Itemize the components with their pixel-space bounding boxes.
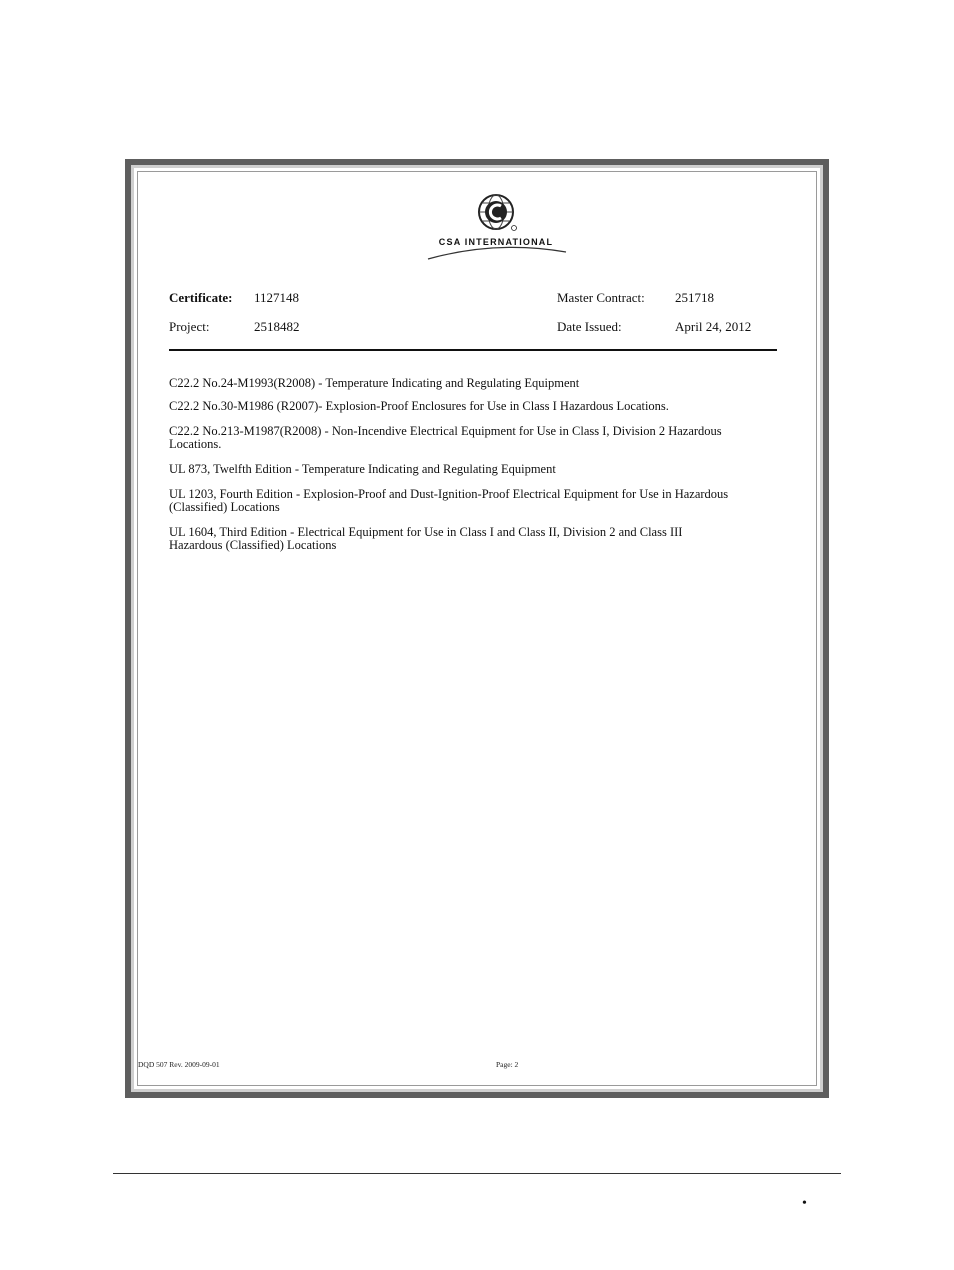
standard-line: UL 873, Twelfth Edition - Temperature Indicating and Regulating Equipment (169, 462, 556, 476)
standard-item (169, 463, 769, 476)
date-issued-label: Date Issued: (557, 319, 622, 334)
standard-line: Locations. (169, 437, 222, 451)
certificate-page (131, 165, 823, 1092)
standard-item (169, 488, 769, 514)
certificate-label: Certificate: (169, 290, 233, 305)
standard-line: C22.2 No.213-M1987(R2008) - Non-Incendive Electrical Equipment for Use in Class I, Division 2 Hazardous (169, 424, 722, 438)
standard-item (169, 425, 769, 451)
project-label: Project: (169, 319, 210, 334)
master-contract-value: 251718 (675, 290, 714, 305)
form-reference: DQD 507 Rev. 2009-09-01 (138, 1060, 220, 1069)
csa-logo-text: CSA INTERNATIONAL (438, 237, 554, 247)
standard-line: (Classified) Locations (169, 500, 280, 514)
project-value: 2518482 (254, 319, 300, 334)
page-bullet: • (802, 1196, 807, 1211)
standard-item (169, 377, 769, 390)
standard-item (169, 400, 769, 413)
csa-globe-icon (416, 190, 576, 260)
certificate-value: 1127148 (254, 290, 300, 305)
standard-line: UL 1203, Fourth Edition - Explosion-Proof and Dust-Ignition-Proof Electrical Equipment for Use in Hazardous (169, 487, 729, 501)
standard-line: C22.2 No.24-M1993(R2008) - Temperature Indicating and Regulating Equipment (169, 376, 580, 390)
standard-line: C22.2 No.30-M1986 (R2007)- Explosion-Proof Enclosures for Use in Class I Hazardous Locations. (169, 399, 669, 413)
standard-line: UL 1604, Third Edition - Electrical Equipment for Use in Class I and Class II, Division 2 and Class III (169, 525, 683, 539)
csa-logo (416, 190, 576, 260)
page-footer-rule (113, 1173, 841, 1174)
standard-item (169, 526, 769, 552)
master-contract-label: Master Contract: (557, 290, 645, 305)
page-number: Page: 2 (496, 1060, 519, 1069)
date-issued-value: April 24, 2012 (675, 319, 752, 334)
standard-line: Hazardous (Classified) Locations (169, 538, 337, 552)
header-divider (169, 349, 777, 351)
certificate-inner-border (137, 171, 817, 1086)
certificate-frame (125, 159, 829, 1098)
